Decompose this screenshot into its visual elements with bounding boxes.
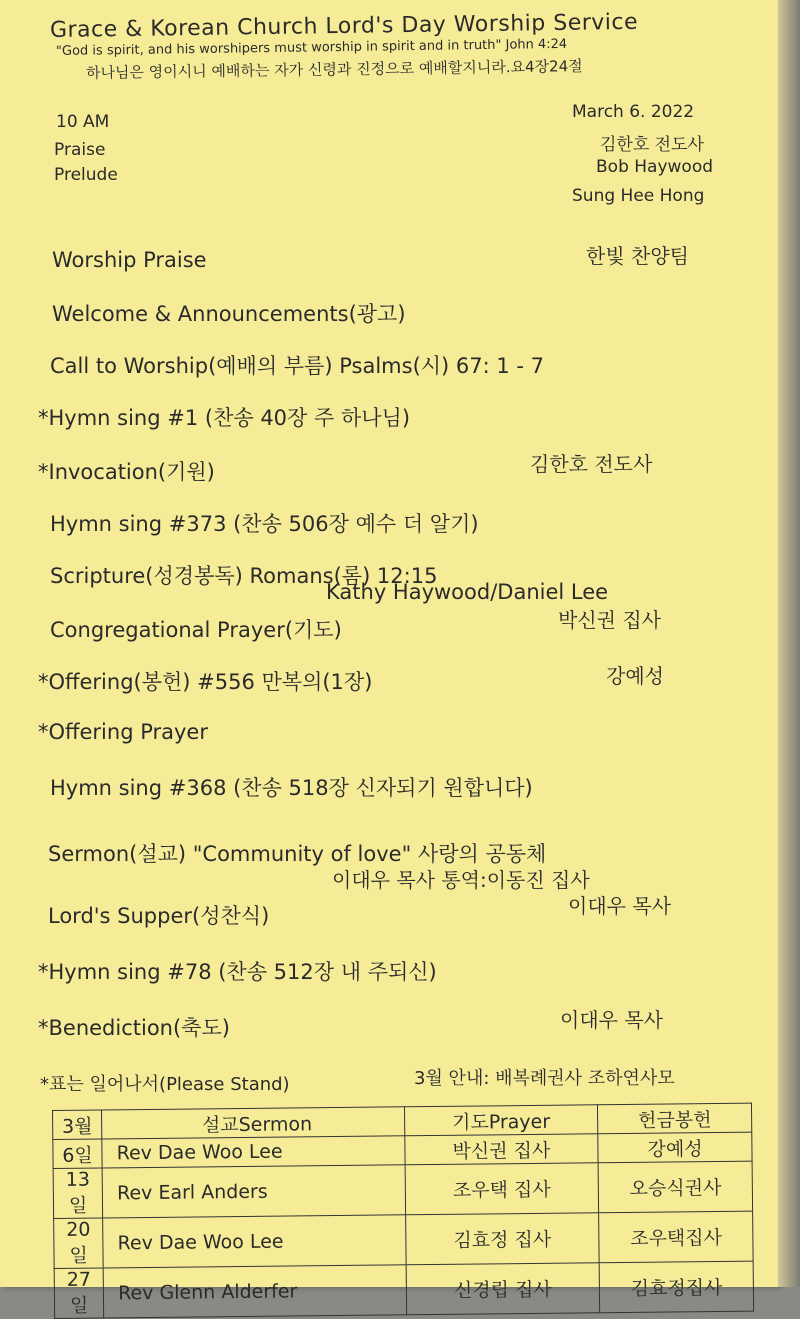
table-cell: 조우택집사: [599, 1211, 753, 1263]
order-item-leader: 이대우 목사: [568, 894, 671, 918]
order-item: Worship Praise: [52, 248, 207, 272]
table-cell: Rev Dae Woo Lee: [102, 1136, 405, 1168]
table-cell: 20일: [54, 1218, 104, 1269]
verse-english: "God is spirit, and his worshipers must worship in spirit and in truth" John 4:24: [55, 36, 568, 59]
leader-2: Bob Haywood: [596, 157, 714, 177]
table-cell: Rev Glenn Alderfer: [103, 1265, 406, 1318]
order-item: Lord's Supper(성찬식): [48, 904, 270, 928]
table-cell: Rev Earl Anders: [102, 1165, 405, 1218]
table-row: [53, 1161, 752, 1218]
order-item-leader: 김한호 전도사: [530, 452, 653, 476]
order-item-sub: 이대우 목사 통역:이동진 집사: [332, 868, 590, 892]
order-item: *Offering(봉헌) #556 만복의(1장): [38, 670, 373, 694]
page-edge-shadow: [778, 0, 800, 1287]
table-cell: 13일: [53, 1168, 103, 1219]
table-cell: 김효정 집사: [405, 1213, 599, 1265]
order-item: Scripture(성경봉독) Romans(롬) 12:15: [50, 564, 438, 588]
order-item: Call to Worship(예배의 부름) Psalms(시) 67: 1 - 7: [50, 354, 545, 378]
table-cell: 김효정집사: [599, 1261, 753, 1313]
order-item: *Invocation(기원): [38, 460, 215, 484]
table-cell: Rev Dae Woo Lee: [103, 1215, 406, 1268]
service-date: March 6. 2022: [572, 102, 695, 122]
order-item-leader: 박신권 집사: [558, 608, 661, 632]
order-item-leader: 이대우 목사: [560, 1008, 663, 1032]
leader-3: Sung Hee Hong: [572, 186, 705, 206]
table-cell: 신경립 집사: [406, 1263, 600, 1315]
order-item: Congregational Prayer(기도): [50, 618, 342, 642]
table-row: [54, 1211, 753, 1268]
order-item: *Benediction(축도): [38, 1016, 230, 1040]
header-cell: 기도Prayer: [404, 1105, 598, 1136]
order-item: Sermon(설교) "Community of love" 사랑의 공동체: [48, 842, 547, 866]
praise-label: Praise: [54, 140, 106, 160]
header-cell: 헌금봉헌: [598, 1103, 752, 1134]
header-cell: 3월: [53, 1110, 103, 1140]
order-item: *Hymn sing #78 (찬송 512장 내 주되신): [38, 960, 437, 984]
order-item-leader: 한빛 찬양팀: [586, 244, 689, 268]
bulletin-title: Grace & Korean Church Lord's Day Worship Service: [49, 9, 639, 43]
header-cell: 설교Sermon: [102, 1107, 405, 1139]
verse-korean: 하나님은 영이시니 예배하는 자가 신령과 진정으로 예배할지니라.요4장24절: [85, 57, 583, 82]
order-item-sub: Kathy Haywood/Daniel Lee: [326, 580, 609, 604]
order-item: Hymn sing #373 (찬송 506장 예수 더 알기): [50, 512, 479, 536]
table-cell: 박신권 집사: [404, 1134, 598, 1165]
leader-1: 김한호 전도사: [600, 135, 704, 155]
table-cell: 오승식권사: [598, 1161, 752, 1213]
order-item: Hymn sing #368 (찬송 518장 신자되기 원합니다): [50, 776, 533, 800]
table-cell: 6일: [53, 1139, 103, 1169]
table-cell: 강예성: [598, 1132, 752, 1163]
service-time: 10 AM: [56, 112, 110, 132]
stand-note: *표는 일어나서(Please Stand): [40, 1074, 290, 1095]
order-item: Welcome & Announcements(광고): [52, 302, 406, 326]
march-note: 3월 안내: 배복례권사 조하연사모: [414, 1068, 675, 1089]
table-cell: 27일: [54, 1268, 104, 1319]
table-cell: 조우택 집사: [405, 1163, 599, 1215]
prelude-label: Prelude: [54, 165, 118, 185]
order-item-leader: 강예성: [606, 664, 664, 688]
order-item: *Offering Prayer: [38, 720, 208, 744]
table-row: [54, 1261, 753, 1318]
order-item: *Hymn sing #1 (찬송 40장 주 하나님): [38, 406, 411, 430]
